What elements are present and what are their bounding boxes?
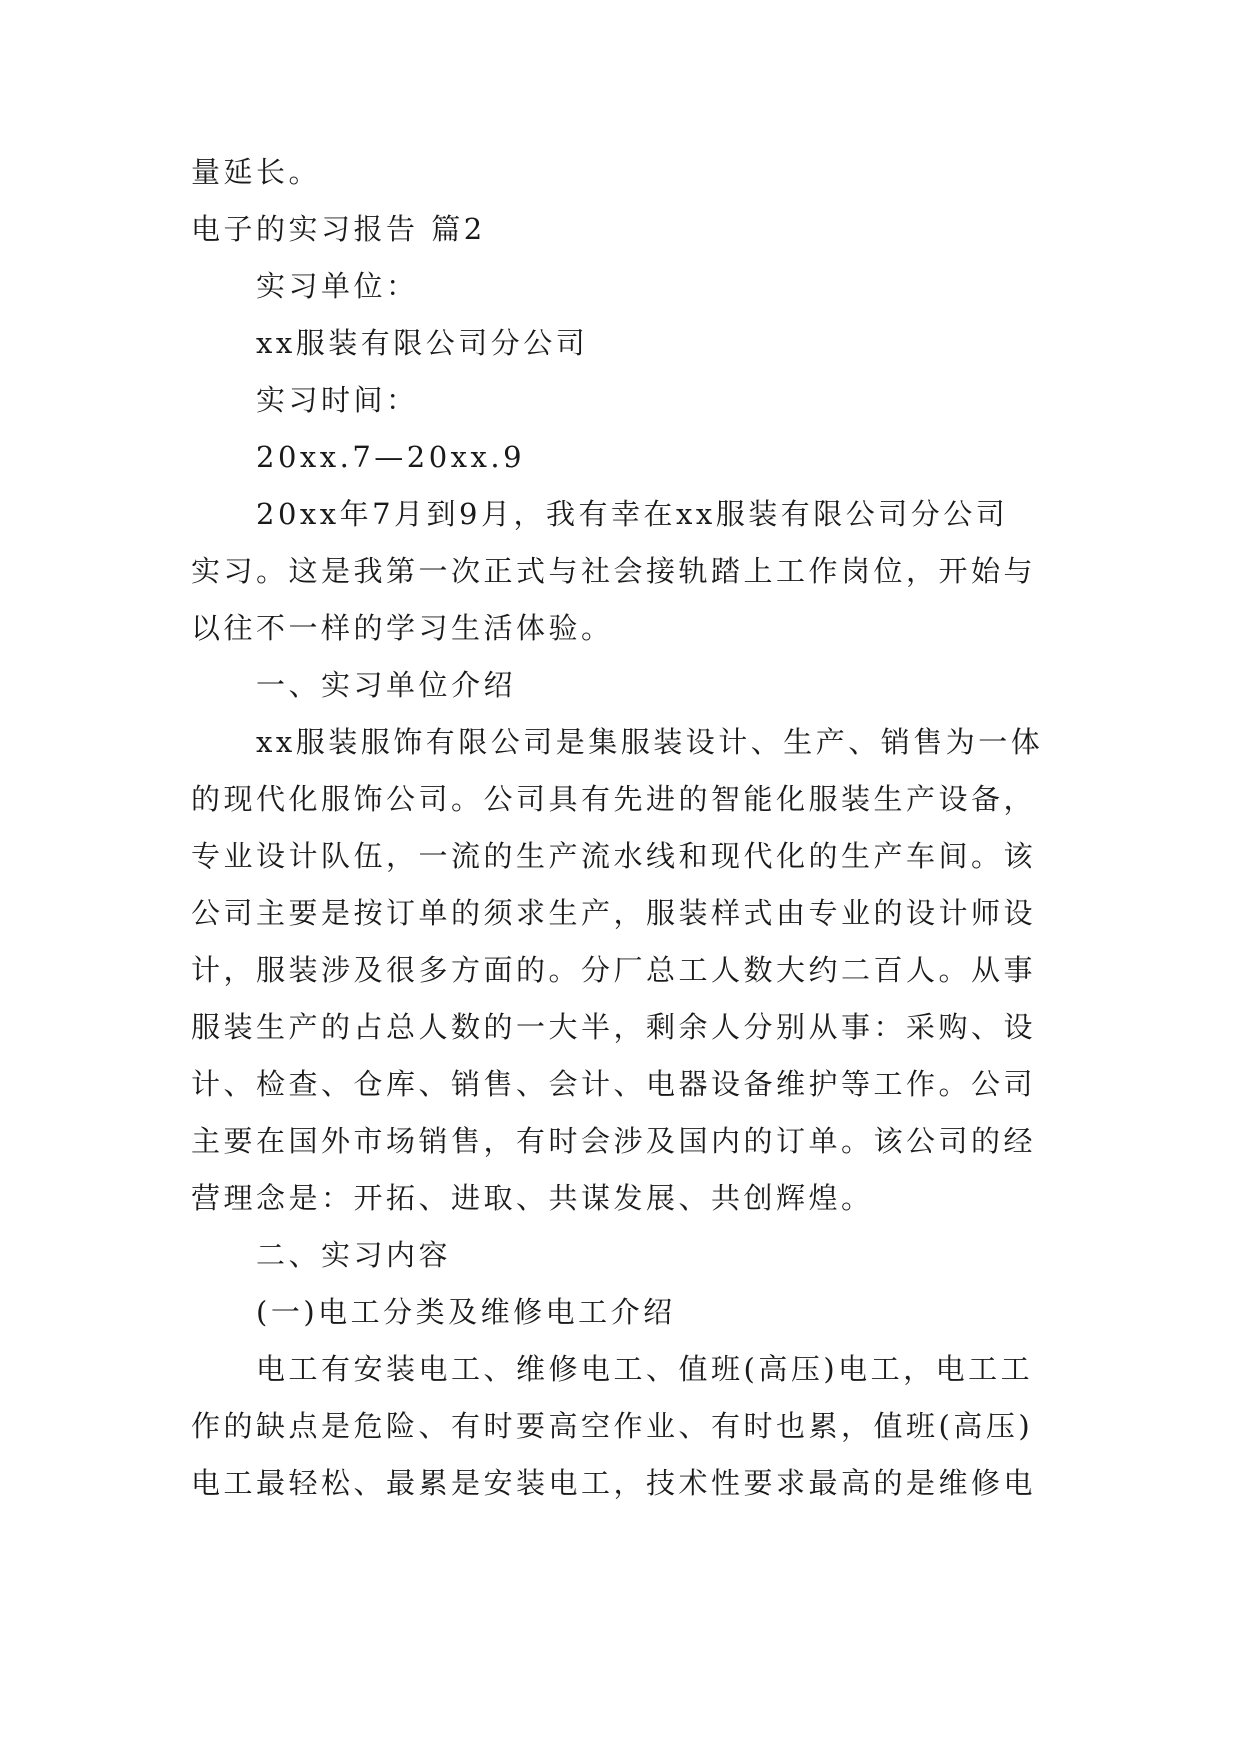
text-line: 量延长。 [191,155,322,189]
paragraph-line: 20xx年7月到9月，我有幸在xx服装有限公司分公司 [256,497,1009,531]
paragraph-line: 计、检查、仓库、销售、会计、电器设备维护等工作。公司 [191,1067,1037,1101]
paragraph-line: xx服装服饰有限公司是集服装设计、生产、销售为一体 [256,725,1044,759]
paragraph-line: 公司主要是按订单的须求生产，服装样式由专业的设计师设 [191,896,1037,930]
paragraph-line: 计，服装涉及很多方面的。分厂总工人数大约二百人。从事 [191,953,1037,987]
paragraph-line: 的现代化服饰公司。公司具有先进的智能化服装生产设备， [191,782,1037,816]
paragraph-line: 电工最轻松、最累是安装电工，技术性要求最高的是维修电 [191,1466,1037,1500]
text-line: 实习时间： [256,383,419,417]
subheading: (一)电工分类及维修电工介绍 [256,1295,676,1329]
paragraph-line: 以往不一样的学习生活体验。 [191,611,614,645]
paragraph-line: 实习。这是我第一次正式与社会接轨踏上工作岗位，开始与 [191,554,1037,588]
subheading: 一、实习单位介绍 [256,668,517,702]
text-line: 20xx.7—20xx.9 [256,440,526,474]
text-line: xx服装有限公司分公司 [256,326,589,360]
paragraph-line: 服装生产的占总人数的一大半，剩余人分别从事：采购、设 [191,1010,1037,1044]
paragraph-line: 作的缺点是危险、有时要高空作业、有时也累，值班(高压) [191,1409,1034,1443]
paragraph-line: 电工有安装电工、维修电工、值班(高压)电工，电工工 [256,1352,1034,1386]
text-line: 实习单位： [256,269,419,303]
paragraph-line: 营理念是：开拓、进取、共谋发展、共创辉煌。 [191,1181,874,1215]
section-title: 电子的实习报告 篇2 [191,212,486,246]
paragraph-line: 专业设计队伍，一流的生产流水线和现代化的生产车间。该 [191,839,1037,873]
subheading: 二、实习内容 [256,1238,452,1272]
paragraph-line: 主要在国外市场销售，有时会涉及国内的订单。该公司的经 [191,1124,1037,1158]
